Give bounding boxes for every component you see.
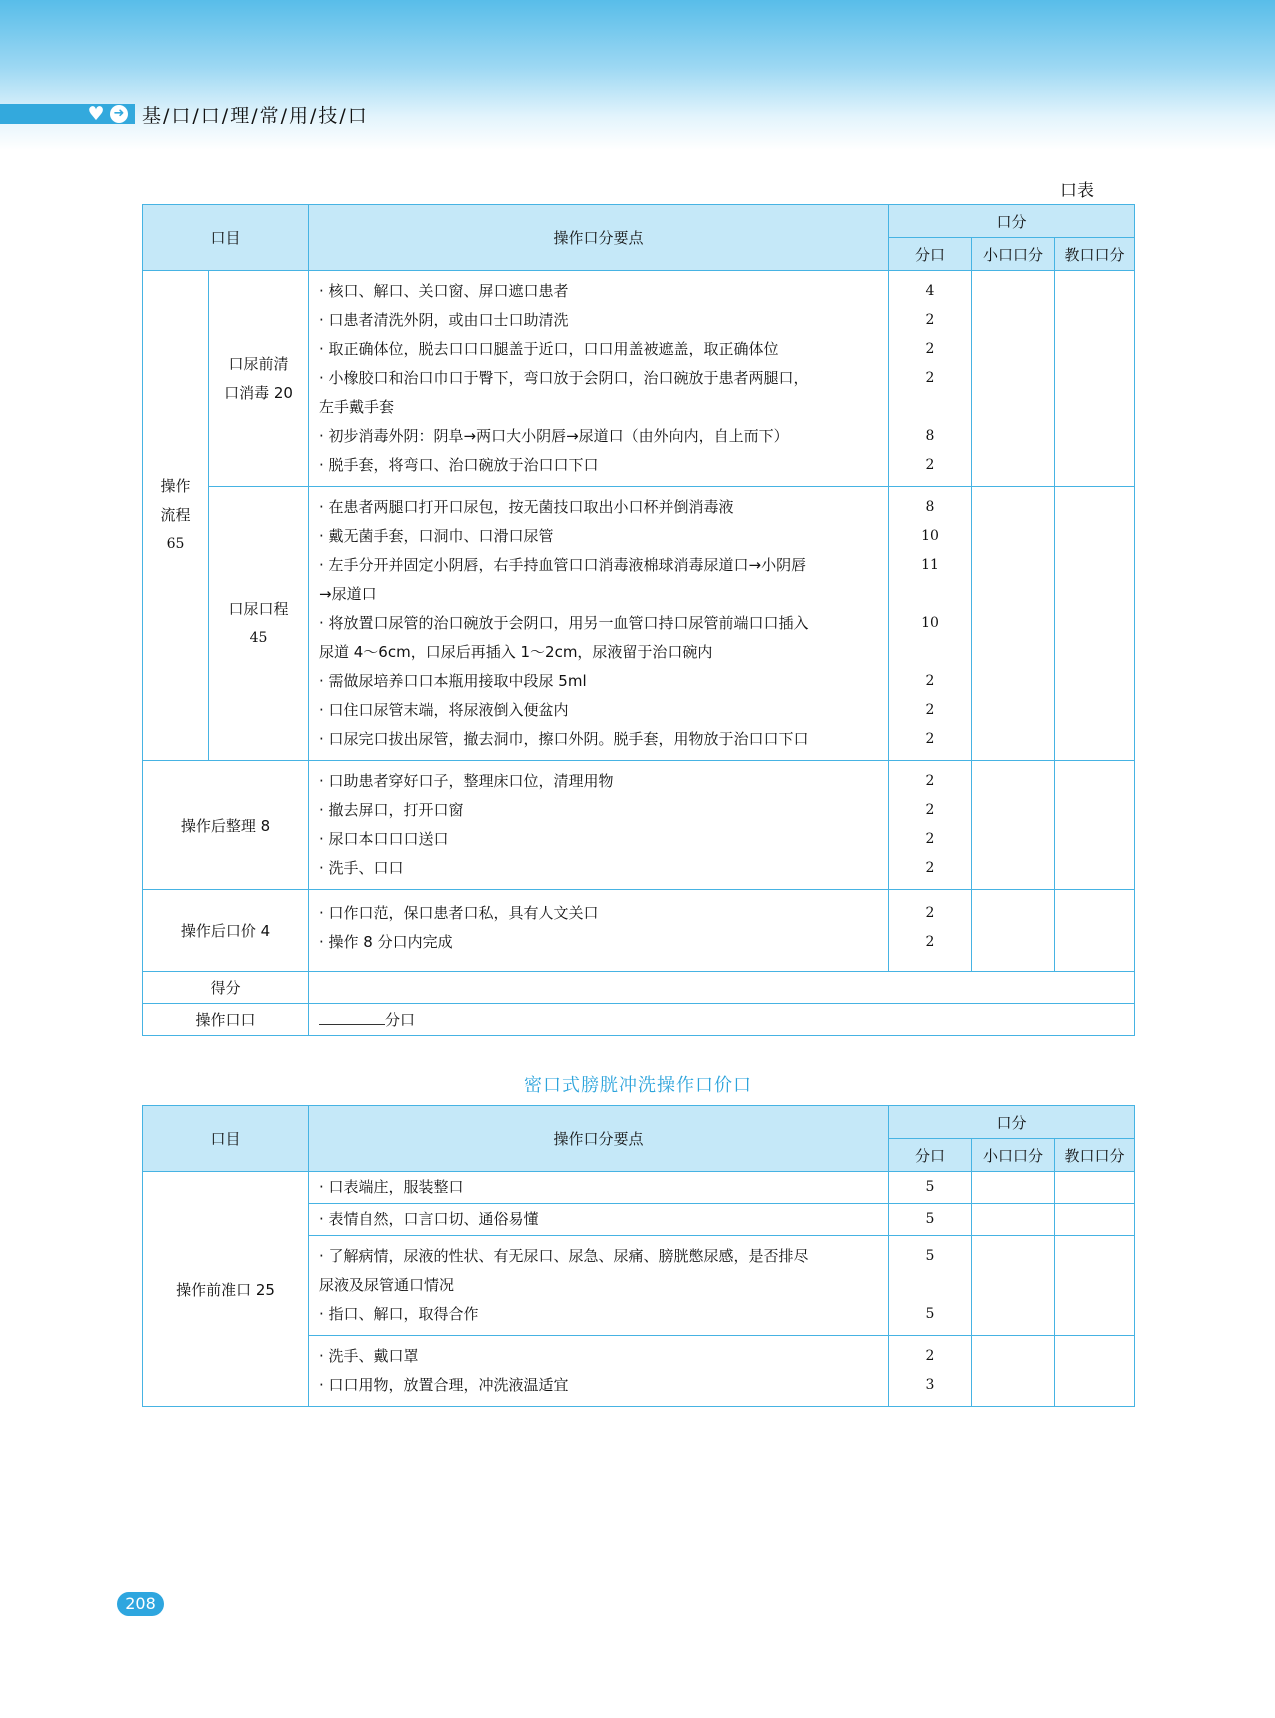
sub2-label: 口尿口程 45	[209, 487, 309, 761]
total-label: 得分	[143, 972, 309, 1004]
prep-item: · 洗手、戴口罩 · 口口用物，放置合理，冲洗液温适宜	[309, 1336, 889, 1407]
prep-score: 5	[889, 1204, 972, 1236]
header-base-score: 分口	[889, 238, 972, 271]
group-score-cell[interactable]	[972, 487, 1055, 761]
eval-label: 操作后口价 4	[143, 890, 309, 972]
after-label: 操作后整理 8	[143, 761, 309, 890]
prep-label: 操作前准口 25	[143, 1172, 309, 1407]
prep-score: 5	[889, 1172, 972, 1204]
group-score-cell[interactable]	[972, 1172, 1055, 1204]
table-row	[143, 487, 1135, 761]
teacher-score-cell[interactable]	[1055, 1236, 1135, 1336]
table-row	[143, 890, 1135, 972]
time-label: 操作口口	[143, 1004, 309, 1036]
book-title: 基/口/口/理/常/用/技/口	[142, 105, 369, 127]
prep-score: 2 3	[889, 1336, 972, 1407]
teacher-score-cell[interactable]	[1055, 890, 1135, 972]
teacher-score-cell[interactable]	[1055, 761, 1135, 890]
total-value-cell[interactable]	[309, 972, 1135, 1004]
time-unit: 分口	[385, 1011, 416, 1029]
table2-title: 密口式膀胱冲洗操作口价口	[524, 1075, 752, 1096]
group-score-cell[interactable]	[972, 761, 1055, 890]
group-score-cell[interactable]	[972, 1204, 1055, 1236]
table-header-row	[143, 205, 1135, 238]
header-points: 操作口分要点	[309, 1106, 889, 1172]
header-project: 口目	[143, 205, 309, 271]
teacher-score-cell[interactable]	[1055, 271, 1135, 487]
score-table-1	[142, 204, 1135, 1036]
continued-label: 口表	[1060, 181, 1094, 201]
header-base-score: 分口	[889, 1139, 972, 1172]
header-teacher-score: 教口口分	[1055, 1139, 1135, 1172]
prep-item: · 了解病情，尿液的性状、有无尿口、尿急、尿痛、膀胱憋尿感，是否排尽 尿液及尿管通口情况 · 指口、解口，取得合作	[309, 1236, 889, 1336]
time-value-cell[interactable]	[309, 1004, 1135, 1036]
teacher-score-cell[interactable]	[1055, 1172, 1135, 1204]
sub2-scores: 8 10 11 10 2 2 2	[889, 487, 972, 761]
time-row	[143, 1004, 1135, 1036]
group-score-cell[interactable]	[972, 1336, 1055, 1407]
page-number: 208	[117, 1592, 164, 1616]
teacher-score-cell[interactable]	[1055, 1204, 1135, 1236]
sub2-items: · 在患者两腿口打开口尿包，按无菌技口取出小口杯并倒消毒液 · 戴无菌手套，口洞巾、口滑口尿管 · 左手分开并固定小阴唇，右手持血管口口消毒液棉球消毒尿道口→小阴唇 →尿道口 · 将放置口尿管的治口碗放于会阴口，用另一血管口持口尿管前端口口插入 尿道 4～6cm，口尿后再插入 1～2cm，尿液留于治口碗内 · 需做尿培养口口本瓶用接取中段尿 5ml · 口住口尿管末端，将尿液倒入便盆内 · 口尿完口拔出尿管，撤去洞巾，擦口外阴。脱手套，用物放于治口口下口	[309, 487, 889, 761]
header-teacher-score: 教口口分	[1055, 238, 1135, 271]
header-group-score: 小口口分	[972, 1139, 1055, 1172]
prep-item: · 表情自然，口言口切、通俗易懂	[309, 1204, 889, 1236]
score-table-2	[142, 1105, 1135, 1407]
header-points: 操作口分要点	[309, 205, 889, 271]
arrow-right-icon: ➜	[110, 105, 128, 123]
group-score-cell[interactable]	[972, 1236, 1055, 1336]
header-score: 口分	[889, 205, 1135, 238]
after-items: · 口助患者穿好口子，整理床口位，清理用物 · 撤去屏口，打开口窗 · 尿口本口口口送口 · 洗手、口口	[309, 761, 889, 890]
header-score: 口分	[889, 1106, 1135, 1139]
table-header-row	[143, 1106, 1135, 1139]
table-row	[143, 271, 1135, 487]
table-row	[143, 1172, 1135, 1204]
eval-items: · 口作口范，保口患者口私，具有人文关口 · 操作 8 分口内完成	[309, 890, 889, 972]
sub1-items: · 核口、解口、关口窗、屏口遮口患者 · 口患者清洗外阴，或由口士口助清洗 · 取正确体位，脱去口口口腿盖于近口，口口用盖被遮盖，取正确体位 · 小橡胶口和治口巾口于臀下，弯口放于会阴口，治口碗放于患者两腿口， 左手戴手套 · 初步消毒外阴：阴阜→两口大小阴唇→尿道口（由外向内，自上而下） · 脱手套，将弯口、治口碗放于治口口下口	[309, 271, 889, 487]
sub1-scores: 4 2 2 2 8 2	[889, 271, 972, 487]
table-row	[143, 761, 1135, 890]
after-scores: 2 2 2 2	[889, 761, 972, 890]
sub1-label: 口尿前清 口消毒 20	[209, 271, 309, 487]
group-score-cell[interactable]	[972, 271, 1055, 487]
heart-icon: ♥	[87, 103, 105, 125]
header-group-score: 小口口分	[972, 238, 1055, 271]
process-label: 操作 流程 65	[143, 271, 209, 761]
prep-item: · 口表端庄，服装整口	[309, 1172, 889, 1204]
eval-scores: 2 2	[889, 890, 972, 972]
group-score-cell[interactable]	[972, 890, 1055, 972]
prep-score: 5 5	[889, 1236, 972, 1336]
total-row	[143, 972, 1135, 1004]
teacher-score-cell[interactable]	[1055, 1336, 1135, 1407]
teacher-score-cell[interactable]	[1055, 487, 1135, 761]
time-blank[interactable]	[319, 1009, 385, 1025]
header-project: 口目	[143, 1106, 309, 1172]
